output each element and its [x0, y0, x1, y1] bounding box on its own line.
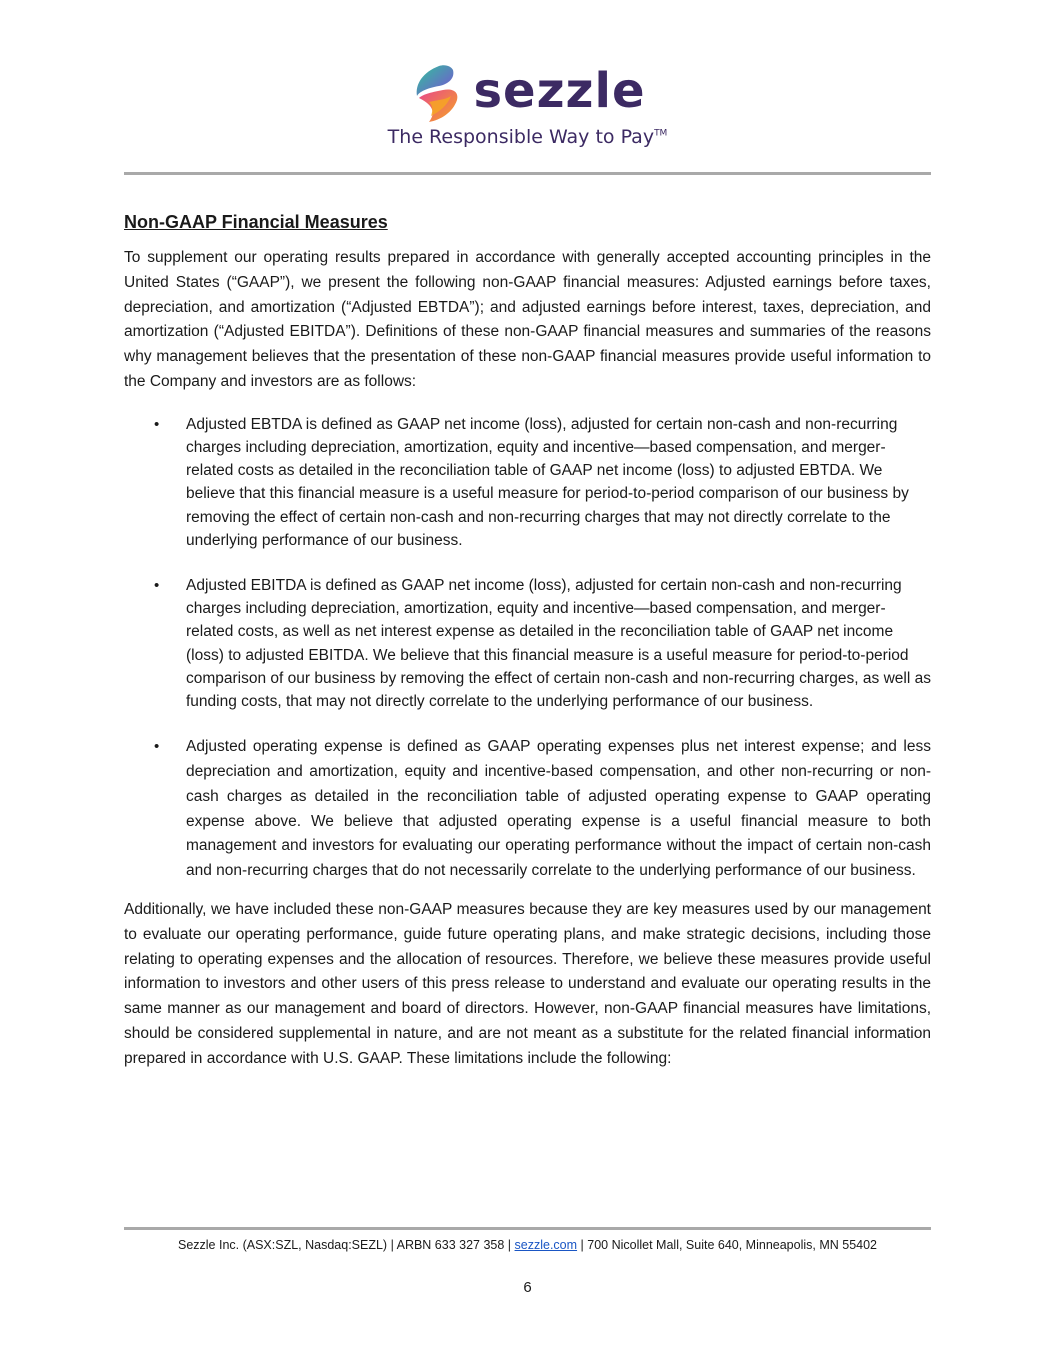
- page-footer: [124, 1238, 931, 1252]
- definitions-list: [124, 413, 931, 884]
- brand-name: sezzle: [473, 63, 646, 119]
- list-item-text: Adjusted operating expense is defined as GAAP operating expenses plus net interest expense; and less depreciation and amortization, equity and incentive-based compensation, and other non-recurring or non-cash charges as detailed in the reconciliation table of adjusted operating expense to GAAP operating expense above. We believe that adjusted operating expense is a useful financial measure to both management and investors for evaluating our operating performance without the impact of certain non-cash and non-recurring charges that do not necessarily correlate to the underlying performance of our business.: [186, 738, 931, 880]
- bullet-icon: •: [154, 415, 160, 433]
- list-item-text: Adjusted EBTDA is defined as GAAP net income (loss), adjusted for certain non-cash and non-recurring charges including depreciation, amortization, equity and incentive—based compensation, and merger-related costs as detailed in the reconciliation table of GAAP net income (loss) to adjusted EBTDA. We believe that this financial measure is a useful measure for period-to-period comparison of our business by removing the effect of certain non-cash and non-recurring charges that may not directly correlate to the underlying performance of our business.: [186, 415, 909, 549]
- tagline: [0, 126, 1055, 148]
- brand-logo: [0, 60, 1055, 126]
- closing-paragraph: Additionally, we have included these non-GAAP measures because they are key measures used by our management to evaluate our operating performance, guide future operating plans, and make strategic decisions, including those relating to operating expenses and the allocation of resources. Therefore, we believe these measures provide useful information to investors and other users of this press release to understand and evaluate our operating results in the same manner as our management and board of directors. However, non-GAAP financial measures have limitations, should be considered supplemental in nature, and are not meant as a substitute for the related financial information prepared in accordance with U.S. GAAP. These limitations include the following:: [124, 901, 931, 1067]
- bullet-icon: •: [154, 577, 160, 594]
- sezzle-logo-icon: [409, 62, 463, 124]
- tagline-text: The Responsible Way to Pay: [387, 126, 655, 148]
- trademark-symbol: TM: [654, 128, 668, 139]
- intro-paragraph: To supplement our operating results prepared in accordance with generally accepted accounting principles in the United States (“GAAP”), we present the following non-GAAP financial measures: Adjusted earnings before taxes, depreciation, and amortization (“Adjusted EBTDA”); and adjusted earnings before interest, taxes, depreciation, and amortization (“Adjusted EBITDA”). Definitions of these non-GAAP financial measures and summaries of the reasons why management believes that the presentation of these non-GAAP financial measures provide useful information to the Company and investors are as follows:: [124, 249, 931, 390]
- website-link[interactable]: sezzle.com: [514, 1238, 578, 1252]
- list-item: [124, 413, 931, 552]
- main-content: [124, 208, 931, 1072]
- footer-address: | 700 Nicollet Mall, Suite 640, Minneapolis, MN 55402: [580, 1238, 878, 1252]
- list-item: [124, 735, 931, 884]
- list-item-text: Adjusted EBITDA is defined as GAAP net income (loss), adjusted for certain non-cash and non-recurring charges including depreciation, amortization, equity and incentive—based compensation, and merger-related costs, as well as net interest expense as detailed in the reconciliation table of GAAP net income (loss) to adjusted EBITDA. We believe that this financial measure is a useful measure for period-to-period comparison of our business by removing the effect of certain non-cash and non-recurring charges, as well as funding costs, that may not directly correlate to the underlying performance of our business.: [186, 577, 931, 711]
- page-header: [0, 60, 1055, 148]
- footer-divider: [124, 1227, 931, 1230]
- list-item: [124, 574, 931, 713]
- page-number: 6: [523, 1279, 532, 1296]
- bullet-icon: •: [154, 738, 160, 756]
- footer-company-info: Sezzle Inc. (ASX:SZL, Nasdaq:SEZL) | ARBN 633 327 358 |: [177, 1238, 512, 1252]
- section-title: Non-GAAP Financial Measures: [124, 212, 388, 232]
- header-divider: [124, 172, 931, 175]
